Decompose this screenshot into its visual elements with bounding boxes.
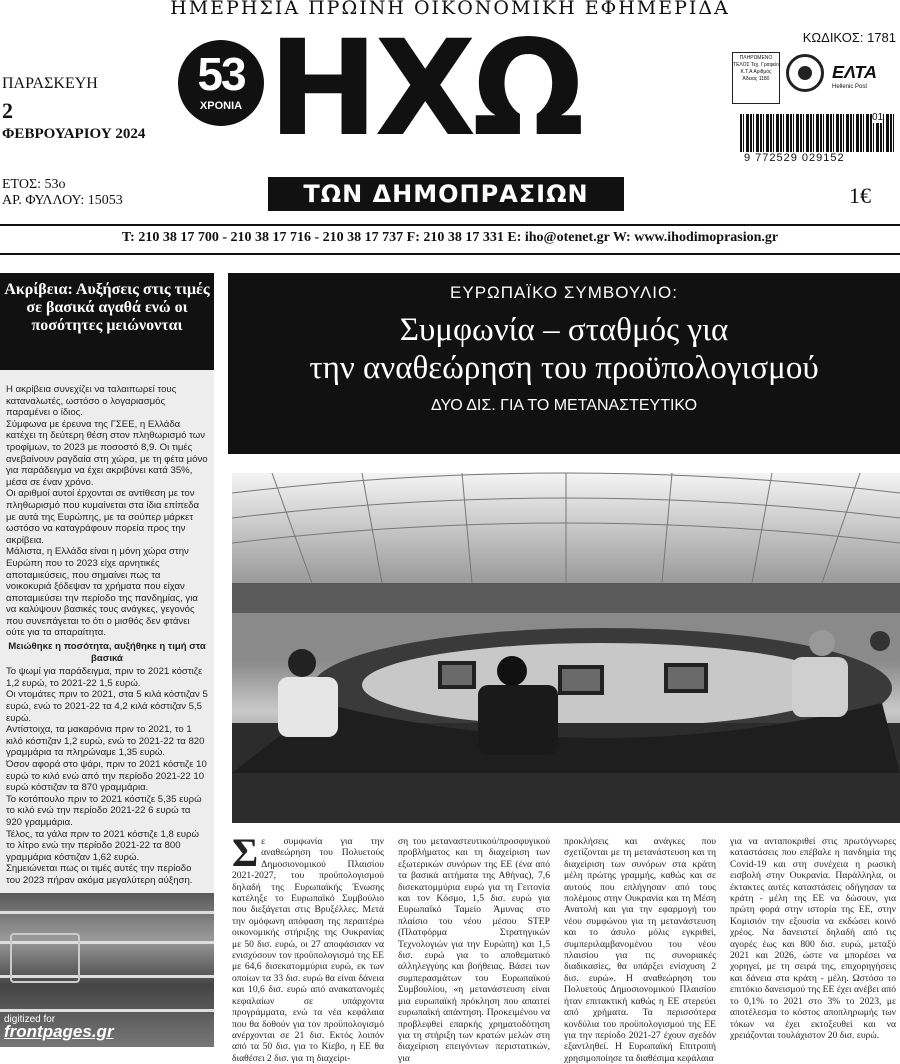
weekday: ΠΑΡΑΣΚΕΥΗ [2, 75, 98, 92]
elta-logo: ΕΛΤΑ [832, 62, 878, 82]
watermark-top: digitized for [4, 1014, 56, 1025]
watermark-main: frontpages.gr [4, 1022, 114, 1041]
watermark [4, 1014, 114, 1041]
badge-number: 53 [197, 48, 245, 100]
sidebar-paragraph: Οι ντομάτες πριν το 2021, στα 5 κιλά κόστιζαν 5 ευρώ, ενώ το 2021-22 τα 4,2 κιλά κόστιζαν 5,5 ευρώ. [6, 689, 208, 724]
sidebar-paragraph: Η ακρίβεια συνεχίζει να ταλαιπωρεί τους καταναλωτές, ωστόσο ο λογαριασμός παραμένει ο ίδιος. [6, 384, 177, 419]
barcode-suffix: 01 [872, 112, 884, 123]
divider [0, 224, 900, 226]
price: 1€ [849, 183, 871, 208]
lead-kicker: ΕΥΡΩΠΑΪΚΟ ΣΥΜΒΟΥΛΙΟ: [450, 283, 678, 302]
lead-headline-line: την αναθεώρηση του προϋπολογισμού [309, 350, 819, 386]
article-column [730, 836, 896, 1041]
article-text: για να ανταποκριθεί στις πρωτόγνωρες καταστάσεις που επέβαλε η πανδημία της Covid-19 και στη συνέχεια η ρωσική εισβολή στην Ουκρανία. Παράλληλα, οι έκτακτες αυτές καταστάσεις οδήγησαν τα κράτη - μέλη της ΕΕ να δώσουν, για πρώτη φορά στην ιστορία της ΕΕ, στην Κομισιόν την εξουσία να εκδώσει κοινό χρέος. Να δανειστεί δηλαδή από τις αγορές έως και 800 δισ. ευρώ, μεταξύ 2021 και 2026, ώστε να μπορέσει να χορηγεί, με τη σειρά της, επιχορηγήσεις και δάνεια στα κράτη - μέλη. Ωστόσο το επιτόκιο δανεισμού της ΕΕ έχει ανέβει από το 0,1% το 2021 στο 3% το 2023, με αποτέλεσμα το κόστος αποπληρωμής των τόκων να έχει εκτοξευθεί και να χρειάζονται τουλάχιστον 20 δισ. ευρώ. [730, 836, 896, 1041]
article-text: προκλήσεις και ανάγκες που σχετίζονται με τη μετανάστευση και τη διαχείριση των συνόρων στα κράτη μέλη πρώτης γραμμής, καθώς και σε αυτούς που επλήγησαν από τους πολέμους στην Ουκρανία και τη Μέση Ανατολή και για την εφαρμογή του νέου συμφώνου για τη μετανάστευση και το άσυλο μόλις εγκριθεί, συμπεριλαμβανομένου του νέου πλαισίου για τις συνοριακές διαδικασίες, θα υπάρξει ενίσχυση 2 δισ. ευρώ». Η αναθεώρηση του Πολυετούς Δημοσιονομικού Πλαισίου ήταν επιτακτική καθώς η ΕΕ στερεύει από χρήματα. Τα περισσότερα κονδύλια του προϋπολογισμού της ΕΕ για την περίοδο 2021-27 έχουν σχεδόν εξαντληθεί. Η Ευρωπαϊκή Επιτροπή χρησιμοποίησε τα διαθέσιμα κεφάλαια [564, 836, 716, 1064]
postage-paid-stamp: ΠΛΗΡΩΜΕΝΟ ΤΕΛΟΣ Τεχ. Γραφείο Κ.Τ.Α Αριθμός Άδειας 1180 [732, 52, 780, 104]
newspaper-subtitle: ΤΩΝ ΔΗΜΟΠΡΑΣΙΩΝ [268, 177, 624, 211]
divider [0, 253, 900, 255]
article-column [232, 830, 384, 1064]
date-month-year: ΦΕΒΡΟΥΑΡΙΟΥ 2024 [2, 126, 146, 142]
sidebar-paragraph: Σημειώνεται πως οι τιμές αυτές την περίοδο του 2023 πήραν ακόμα μεγαλύτερη αύξηση. [6, 863, 193, 886]
article-column [564, 836, 716, 1064]
year-label: ΕΤΟΣ: 53ο [2, 177, 66, 192]
council-meeting-photo [232, 473, 900, 823]
lead-subhead: ΔΥΟ ΔΙΣ. ΓΙΑ ΤΟ ΜΕΤΑΝΑΣΤΕΥΤΙΚΟ [430, 397, 698, 414]
product-code: ΚΩΔΙΚΟΣ: 1781 [802, 30, 896, 45]
lead-headline-box [228, 273, 900, 454]
sidebar-paragraph: Μάλιστα, η Ελλάδα είναι η μόνη χώρα στην Ευρώπη που το 2023 είχε αρνητικές αποταμιεύσεις, που σημαίνει πως τα νοικοκυριά ξόδεψαν τα χρήματα που είχαν αποταμιεύσει την περίοδο της πανδημίας, για να καλύψουν βασικές τους ανάγκες, γεγονός που συνεπάγεται το ότι ο μισθός δεν φτάνει ούτε για τα απαραίτητα. [6, 546, 198, 639]
sidebar-paragraph: Σύμφωνα με έρευνα της ΓΣΕΕ, η Ελλάδα κατέχει τη δεύτερη θέση στον πληθωρισμό των τροφίμων, το 2023 με ποσοστό 8,9. Οι τιμές ανεβαίνουν ραγδαία στη χώρα, με τη φέτα μόνο για παράδειγμα να έχει ακριβύνει κατά 35%, μέσα σε έναν χρόνο. [6, 418, 208, 488]
anniversary-badge [178, 40, 264, 126]
sidebar-paragraph: Όσον αφορά στο ψάρι, πριν το 2021 κόστιζε 10 ευρώ το κιλό ενώ από την περίοδο 2021-22 10 ευρώ κόστιζαν τα 870 γραμμάρια. [6, 759, 207, 794]
tagline: ΗΜΕΡΗΣΙΑ ΠΡΩΙΝΗ ΟΙΚΟΝΟΜΙΚΗ ΕΦΗΜΕΡΙΔΑ [170, 0, 730, 19]
sidebar-paragraph: Τέλος, τα γάλα πριν το 2021 κόστιζε 1,8 ευρώ το λίτρο ενώ την περίοδο 2021-22 τα 800 γραμμάρια κόστιζαν 1,62 ευρώ. [6, 828, 199, 863]
lead-headline-line: Συμφωνία – σταθμός για [399, 312, 729, 348]
elta-subtitle: Hellenic Post [832, 84, 868, 90]
sidebar-paragraph: Οι αριθμοί αυτοί έρχονται σε αντίθεση με τον πληθωρισμό που κυμαίνεται στα ίδια επίπεδα με αυτά της Ευρώπης, με τα σούπερ μάρκετ ωστόσο να καταγράφουν πορεία προς την ακρίβεια. [6, 488, 200, 546]
article-text: ε συμφωνία για την αναθεώρηση του Πολυετούς Δημοσιονομικού Πλαισίου 2021-2027, του προϋπολογισμού δηλαδή της Ευρωπαϊκής Ένωσης κατέληξε το Ευρωπαϊκό Συμβούλιο που διεξάγεται στις Βρυξέλλες. Μετά την ομόφωνη απόφαση της περαιτέρω οικονομικής στήριξης της Ουκρανίας με 50 δισ. ευρώ, οι 27 αποφάσισαν να ενισχύσουν τον προϋπολογισμό της ΕΕ με 64,6 δισεκατομμύρια ευρώ, εκ των οποίων τα 33 δισ. ευρώ θα είναι δάνεια και 10,6 δισ. ευρώ από ανακατανομές κεφαλαίων σε υπάρχοντα προγράμματα, ενώ τα νέα κεφάλαια που θα δοθούν για τον προϋπολογισμό ανέρχονται σε 21 δισ. Εκτός λοιπόν από τα 50 δισ. για το Κίεβο, η ΕΕ θα διαθέσει 2 δισ. για τη διαχείρι- [232, 836, 384, 1064]
sidebar-paragraph: Αντίστοιχα, τα μακαρόνια πριν το 2021, το 1 κιλό κόστιζαν 1,2 ευρώ, ενώ το 2021-22 τα 820 γραμμάρια τα πληρώναμε 1,35 ευρώ. [6, 724, 205, 759]
dropcap: Σ [232, 830, 259, 875]
sidebar-subheading: Μειώθηκε η ποσότητα, αυξήθηκε η τιμή στα βασικά [8, 641, 206, 664]
sidebar-article [6, 384, 208, 887]
badge-text: ΧΡΟΝΙΑ [199, 100, 243, 112]
barcode-number: 9 772529 029152 [744, 152, 845, 164]
contact-line: T: 210 38 17 700 - 210 38 17 716 - 210 38 17 737 F: 210 38 17 331 E: iho@otenet.gr W: www.ihodimoprasion.gr [121, 230, 779, 245]
sidebar-paragraph: Το ψωμί για παράδειγμα, πριν το 2021 κόστιζε 1,2 ευρώ, το 2021-22 1,5 ευρώ. [6, 666, 203, 689]
sidebar-paragraph: Το κοτόπουλο πριν το 2021 κόστιζε 5,35 ευρώ το κιλό ενώ την περίοδο 2021-22 6 ευρώ τα 920 γραμμάρια. [6, 793, 202, 828]
issue-label: ΑΡ. ΦΥΛΛΟΥ: 15053 [2, 193, 123, 208]
newspaper-title: ΗΧΩ [268, 12, 581, 166]
article-text: ση του μεταναστευτικού/προσφυγικού προβλήματος και τη διαχείριση των εξωτερικών συνόρων της ΕΕ (ένα από τα βασικά αιτήματα της Αθήνας), 7,6 δισεκατομμύρια ευρώ για τη Γειτονία και τον Κόσμο, 1,5 δισ. ευρώ για Ευρωπαϊκό Ταμείο Άμυνας στο πλαίσιο του νέου μέσου STEP (Πλατφόρμα Στρατηγικών Τεχνολογιών για την Ευρώπη) και 1,5 δισ. ευρώ για το αποθεματικό αλληλεγγύης και βοήθειας. Βάσει των συμπερασμάτων του Ευρωπαϊκού Συμβουλίου, «η μετανάστευση είναι μια ευρωπαϊκή πρόκληση που απαιτεί ευρωπαϊκή απάντηση. Προκειμένου να προβλεφθεί επαρκής χρηματοδότηση για τη στήριξη των κρατών μελών στη διαχείριση επειγόντων περιστατικών, για [398, 836, 550, 1064]
seal-icon [786, 54, 824, 92]
date-day: 2 [2, 98, 13, 123]
article-column [398, 836, 550, 1064]
sidebar-headline: Ακρίβεια: Αυξήσεις στις τιμές σε βασικά αγαθά ενώ οι ποσότητες μειώνονται [0, 273, 214, 370]
